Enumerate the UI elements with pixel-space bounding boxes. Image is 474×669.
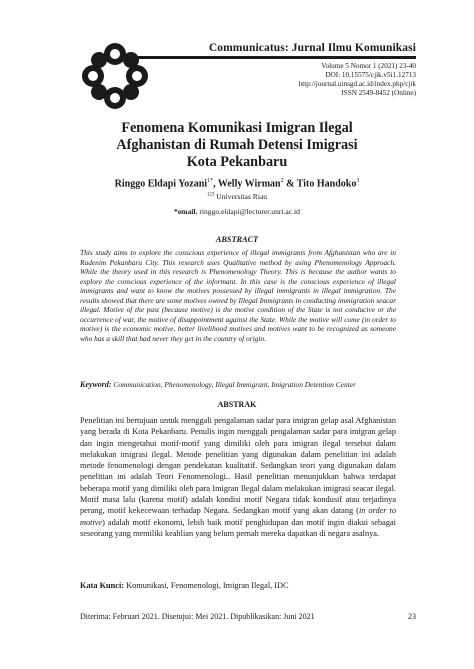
abstract-body: This study aims to explore the conscious experience of illegal immigrants from Afghanistan who are in Rudenim Pekanbaru City. This research uses Qualitative method by using Phenomenology Approach. While the theory used in this research is Phenomenology Theory. This is because the author wants to explore the conscious experience of the informant. In this case is the conscious experience of illegal immigrants and want to know the motives possessed by illegal immigrants in illegal immigration. The results showed that there are some motives owned by Illegal Immigrants in conducting immigration seacar illegal. Motive of the past (because motive) is the motive condition of the State is not conducive or the occurrence of war, the motive of disappointment against the State. While the motive will come (in order to motive) is the economic motive, better livelihood motives and motives want to be recognized as someone who has a skill that had never they get in the country of origin. <box>80 248 396 343</box>
author-2: Welly Wirman <box>217 178 281 190</box>
affiliation <box>40 192 434 201</box>
title-line-1: Fenomena Komunikasi Imigran Ilegal <box>121 120 353 136</box>
author-separator: & <box>283 178 297 190</box>
abstract-heading: ABSTRACT <box>215 235 259 244</box>
journal-issn: ISSN 2549-8452 (Online) <box>341 89 416 97</box>
abstrak-body <box>80 415 396 539</box>
kata-kunci-list: Komunikasi, Fenomenologi, Imigran Ilegal, IDC <box>126 581 289 590</box>
author-2-sup: 2 <box>280 178 284 184</box>
title-line-3: Kota Pekanbaru <box>186 154 288 170</box>
journal-doi: DOI: 10.15575/cjik.v5i1.12713 <box>325 71 416 79</box>
abstrak-heading: ABSTRAK <box>217 400 257 409</box>
author-1-sup: 1* <box>207 178 214 184</box>
journal-volume: Volume 5 Nomor 1 (2021) 23-40 <box>321 62 416 70</box>
submission-dates: Diterima: Februari 2021. Disetujui: Mei 2021. Dipublikasikan: Juni 2021 <box>80 612 315 621</box>
paper-title <box>40 120 434 171</box>
author-3-sup: 3 <box>356 178 360 184</box>
affiliation-name: Universitas Riau <box>216 192 268 201</box>
author-separator: , <box>213 178 218 190</box>
page-number: 23 <box>408 612 416 621</box>
abstrak-body-italic: in order to motive <box>80 506 397 527</box>
author-list <box>40 178 434 189</box>
abstrak-body-part-1: Penelitian ini bertujuan untuk menggali pengalaman sadar para imigran gelap asal Afghanistan yang berada di Kota Pekanbaru. Penulis ingin menggali pengalaman sadar para imigran gelap dan ingin mengetahui motif-motif yang dimiliki oleh para imigran ilegal tersebut dalam melakukan imigrasi ilegal. Metode penelitian yang digunakan dalam penelitian ini adalah metode fenomenologi dengan pendekatan kualitatif. Sedangkan teori yang digunakan dalam penelitian ini adalah Teori Fenomenologi.. Hasil penelitian menunjukkan bahwa terdapat beberapa motif yang dimiliki oleh para Imigran Ilegal dalam melakukan imigrasi seacar ilegal. Motif masa lalu (karena motif) adalah kondisi motif Negara tidak kondusif atau terjadinya perang, motif kekecewaan terhadap Negara. Sedangkan motif yang akan datang ( <box>80 416 396 516</box>
keyword-line <box>80 380 396 390</box>
affiliation-sup: 123 <box>206 192 215 198</box>
kata-kunci-label: Kata Kunci: <box>80 581 125 590</box>
email-label: *email. <box>174 207 198 216</box>
journal-url[interactable]: http://journal.uinsgd.ac.id/index.php/cjik <box>298 80 416 88</box>
header-rule <box>136 56 416 59</box>
journal-name: Communicatus: Jurnal Ilmu Komunikasi <box>208 42 416 54</box>
kata-kunci-line <box>80 580 396 591</box>
keyword-list: Communication, Phenomenology, Illegal Immigrant, Imigration Detention Center <box>113 380 356 389</box>
author-1: Ringgo Eldapi Yozani <box>114 178 208 190</box>
keyword-label: Keyword: <box>80 380 112 389</box>
email-address[interactable]: ringgo.eldapi@lecturer.unri.ac.id <box>199 207 300 216</box>
journal-header <box>136 42 416 98</box>
title-line-2: Afghanistan di Rumah Detensi Imigrasi <box>116 137 358 153</box>
email-line <box>40 207 434 216</box>
author-3: Tito Handoko <box>296 178 357 190</box>
abstrak-body-part-2: ) adalah motif ekonomi, lebih baik motif penghidupan dan motif ingin diakui sebagai seseorang yang memiliki keahlian yang belum pernah mereka dapatkan di negara asalnya. <box>80 517 396 538</box>
